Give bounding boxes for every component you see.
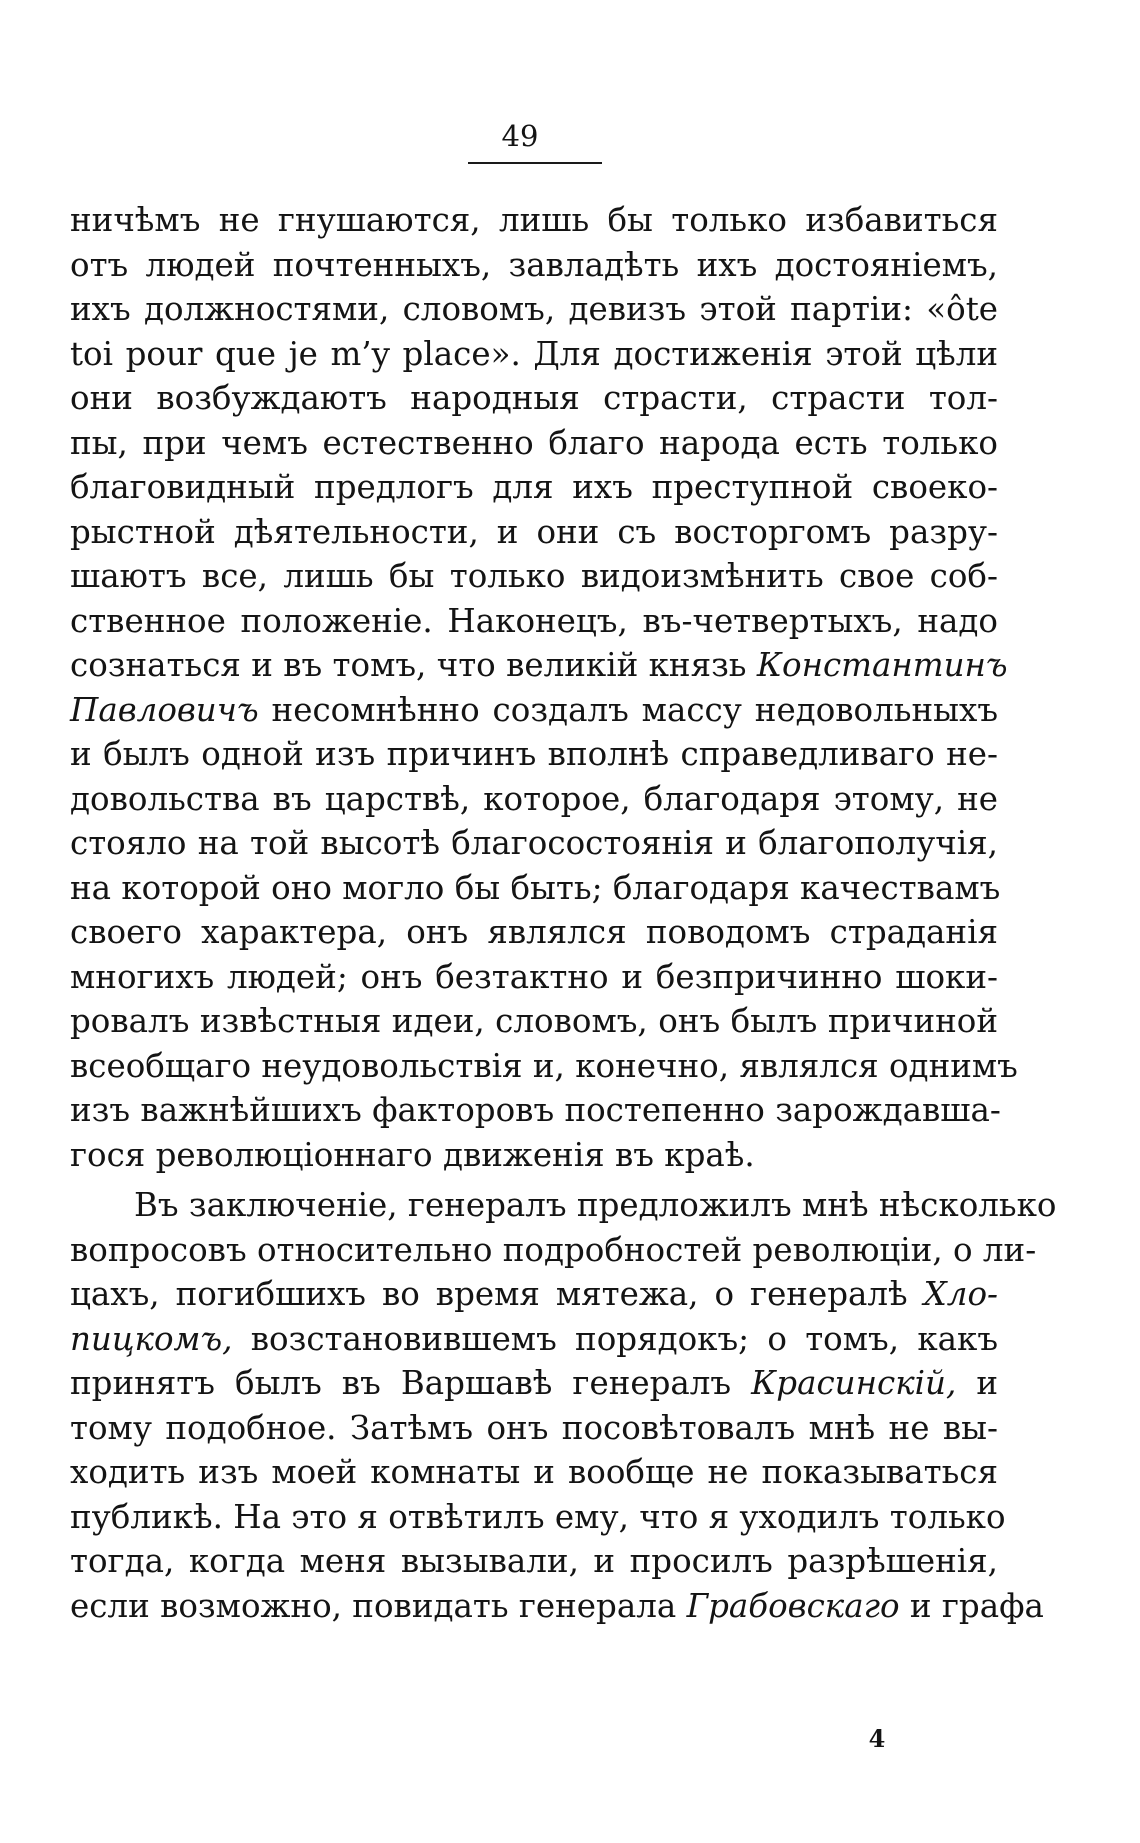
body-text [70, 198, 1057, 1628]
text-line: благовидный предлогъ для ихъ преступной своеко- [70, 468, 998, 506]
text-line: изъ важнѣйшихъ факторовъ постепенно зарождавша- [70, 1091, 1001, 1129]
page-number-rule [468, 162, 602, 164]
text-line: на которой оно могло бы быть; благодаря качествамъ [70, 868, 1001, 907]
italic-name: Грабовскаго [686, 1586, 900, 1625]
page-number: 49 [501, 119, 539, 153]
text-line: Павловичъ несомнѣнно создалъ массу недовольныхъ [70, 690, 998, 729]
text-line: ничѣмъ не гнушаются, лишь бы только избавиться [70, 201, 998, 239]
text-line: рыстной дѣятельности, и они съ восторгомъ разру- [70, 512, 998, 551]
italic-name: Константинъ [756, 646, 1008, 684]
text-line: многихъ людей; онъ безтактно и безпричинно шоки- [70, 957, 998, 996]
text-line: ходить изъ моей комнаты и вообще не показываться [70, 1453, 998, 1491]
text-line: если возможно, повидать генерала Грабовскаго и графа [70, 1586, 1044, 1625]
printer-signature-mark: 4 [868, 1724, 886, 1753]
text-line: принятъ былъ въ Варшавѣ генералъ Красинскій, и [70, 1364, 998, 1402]
text-line: ровалъ извѣстныя идеи, словомъ, онъ былъ причиной [70, 1002, 998, 1040]
text-line: вопросовъ относительно подробностей революціи, о ли- [70, 1230, 1037, 1269]
text-line: шаютъ все, лишь бы только видоизмѣнить свое соб- [70, 557, 998, 595]
text-line: довольства въ царствѣ, которое, благодаря этому, не [70, 779, 998, 818]
text-line: всеобщаго неудовольствія и, конечно, являлся однимъ [70, 1046, 1018, 1085]
text-line: ственное положеніе. Наконецъ, въ-четвертыхъ, надо [70, 601, 998, 640]
text-line: тому подобное. Затѣмъ онъ посовѣтовалъ мнѣ не вы- [70, 1408, 998, 1447]
text-line: пицкомъ, возстановившемъ порядокъ; о томъ, какъ [70, 1319, 998, 1358]
text-line: тогда, когда меня вызывали, и просилъ разрѣшенія, [70, 1542, 998, 1580]
text-line: сознаться и въ томъ, что великій князь Константинъ [70, 646, 1008, 684]
text-line: они возбуждаютъ народныя страсти, страсти тол- [70, 379, 998, 417]
text-line-paragraph-end: гося революціоннаго движенія въ краѣ. [70, 1135, 755, 1174]
italic-name: Хло- [923, 1275, 998, 1313]
text-line: отъ людей почтенныхъ, завладѣть ихъ достояніемъ, [70, 245, 998, 284]
italic-name: Павловичъ [70, 690, 259, 729]
text-line: цахъ, погибшихъ во время мятежа, о генералѣ Хло- [70, 1275, 998, 1313]
text-line: публикѣ. На это я отвѣтилъ ему, что я уходилъ только [70, 1497, 1006, 1536]
text-line-paragraph-start: Въ заключеніе, генералъ предложилъ мнѣ нѣсколько [134, 1186, 1057, 1224]
italic-name: Красинскій, [751, 1364, 957, 1402]
text-line: и былъ одной изъ причинъ вполнѣ справедливаго не- [70, 735, 998, 773]
text-line: ихъ должностями, словомъ, девизъ этой партіи: «ôte [70, 290, 998, 328]
text-line: своего характера, онъ являлся поводомъ страданія [70, 913, 998, 951]
italic-name: пицкомъ, [70, 1319, 233, 1358]
text-line: пы, при чемъ естественно благо народа есть только [70, 423, 998, 462]
text-line: стояло на той высотѣ благосостоянія и благополучія, [70, 824, 998, 862]
text-line: toi pour que je m’y place». Для достиженія этой цѣли [70, 334, 998, 373]
